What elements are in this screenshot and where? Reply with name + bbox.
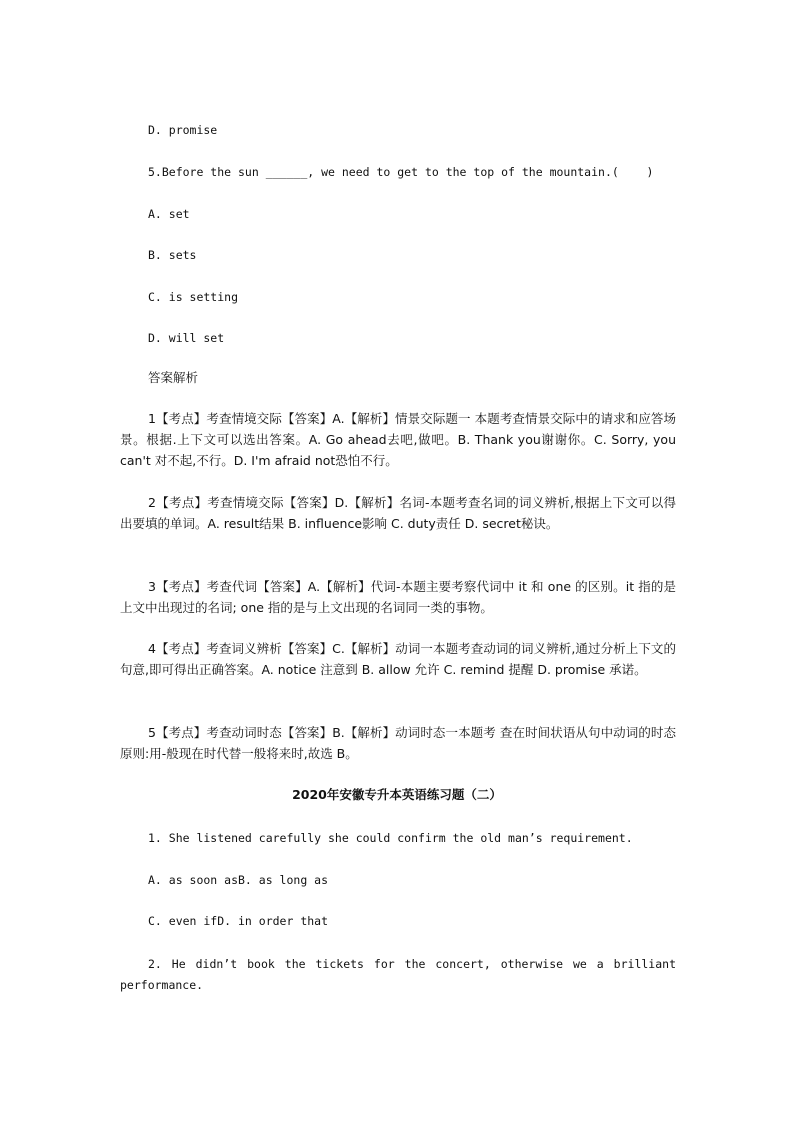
q5-option-b: B. sets [148,248,197,262]
q5-option-a: A. set [148,207,190,221]
s2-q2-question: 2. He didn’t book the tickets for the concert, otherwise we a brilliant performance. [120,957,676,992]
answer-explanation-4: 4【考点】考查词义辨析【答案】C.【解析】动词一本题考查动词的词义辨析,通过分析上下文的句意,即可得出正确答案。A. notice 注意到 B. allow 允许 C. remind 提醒 D. promise 承诺。 [120,641,676,677]
answer-explanation-1: 1【考点】考查情境交际【答案】A.【解析】情景交际题一 本题考查情景交际中的请求和应答场景。根据.上下文可以选出答案。A. Go ahead去吧,做吧。B. Thank you谢谢你。C. Sorry, you can't 对不起,不行。D. I'm afraid not恐怕不行。 [120,411,676,468]
s2-q1-options-cd: C. even ifD. in order that [148,914,329,928]
q5-option-c: C. is setting [148,290,239,304]
q4-option-d: D. promise [148,123,218,137]
q5-question: 5.Before the sun ______, we need to get to the top of the mountain.( ) [148,165,654,179]
answers-heading: 答案解析 [148,370,199,385]
answer-explanation-3: 3【考点】考查代词【答案】A.【解析】代词-本题主要考察代词中 it 和 one 的区别。it 指的是上文中出现过的名词; one 指的是与上文出现的名词同一类的事物。 [120,579,676,615]
s2-q1-question: 1. She listened carefully she could confirm the old man’s requirement. [148,831,633,845]
q5-option-d: D. will set [148,331,225,345]
answer-explanation-2: 2【考点】考查情境交际【答案】D.【解析】名词-本题考查名词的词义辨析,根据上下文可以得出要填的单词。A. result结果 B. influence影响 C. duty责任 D. secret秘诀。 [120,495,676,531]
s2-q1-options-ab: A. as soon asB. as long as [148,873,329,887]
answer-explanation-5: 5【考点】考查动词时态【答案】B.【解析】动词时态一本题考 查在时间状语从句中动词的时态原则:用-般现在时代替一般将来时,故选 B。 [120,725,676,761]
section-title: 2020年安徽专升本英语练习题（二） [292,787,502,802]
